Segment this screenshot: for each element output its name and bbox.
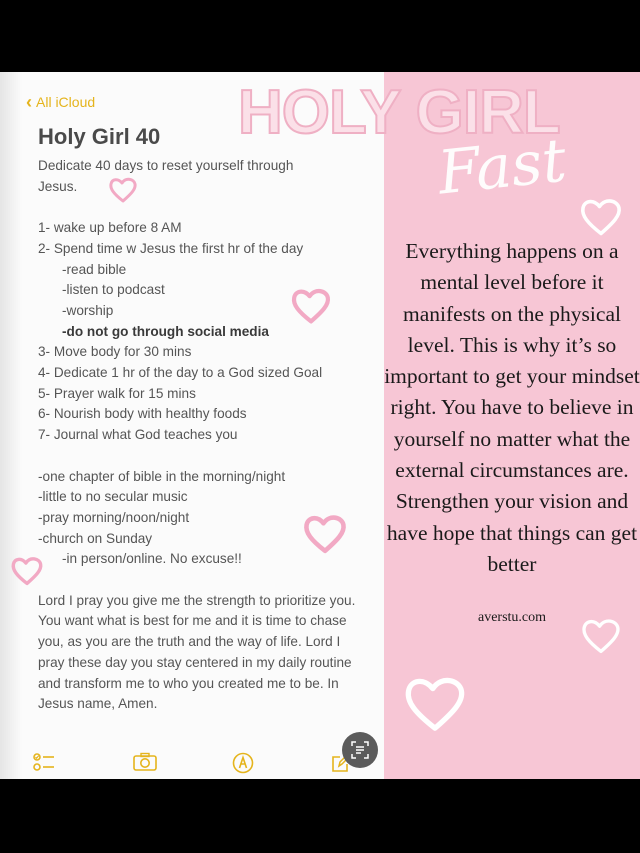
heart-icon xyxy=(402,672,468,736)
step-line: 3- Move body for 30 mins xyxy=(38,344,192,360)
step-line: 2- Spend time w Jesus the first hr of the day xyxy=(38,240,304,256)
heart-icon xyxy=(108,176,138,204)
prayer-paragraph: Lord I pray you give me the strength to prioritize you. You want what is best for me and it is time to chase you, as you are the truth and the way of life. Lord I pray these day you stay centered in my daily routine and transform me to who you created me to be. In Jesus name, Amen. xyxy=(38,592,356,712)
quote-text: Everything happens on a mental level before it manifests on the physical level. This is why it’s so important to get your mindset right. You have to believe in yourself no matter what the external circumstances are. Strengthen your vision and have hope that things can get better xyxy=(384,239,640,576)
note-body[interactable] xyxy=(38,156,358,715)
camera-icon[interactable] xyxy=(132,752,158,772)
extra-subline: -in person/online. No excuse!! xyxy=(62,551,242,567)
step-subline-bold: -do not go through social media xyxy=(62,323,269,339)
step-subline: -listen to podcast xyxy=(62,282,165,298)
extra-line: -little to no secular music xyxy=(38,489,188,505)
panel-edge-shadow xyxy=(0,72,22,779)
extra-line: -church on Sunday xyxy=(38,530,153,546)
screenshot-frame xyxy=(0,72,640,779)
step-line: 4- Dedicate 1 hr of the day to a God sized Goal xyxy=(38,365,323,381)
extra-line: -one chapter of bible in the morning/night xyxy=(38,468,286,484)
headline-holy-girl: HOLY GIRL xyxy=(238,78,560,147)
step-line: 7- Journal what God teaches you xyxy=(38,427,238,443)
text-scan-button[interactable] xyxy=(342,732,378,768)
notes-toolbar xyxy=(0,744,384,776)
step-line: 1- wake up before 8 AM xyxy=(38,220,182,236)
heart-icon xyxy=(290,284,332,328)
notes-app-panel xyxy=(0,72,384,779)
markup-icon[interactable] xyxy=(232,752,254,774)
step-line: 6- Nourish body with healthy foods xyxy=(38,406,247,422)
step-line: 5- Prayer walk for 15 mins xyxy=(38,385,196,401)
step-subline: -worship xyxy=(62,302,114,318)
headline-fast: Fast xyxy=(434,125,570,209)
checklist-icon[interactable] xyxy=(32,752,56,772)
heart-icon xyxy=(578,196,624,238)
back-button[interactable] xyxy=(26,94,95,110)
note-title: Holy Girl 40 xyxy=(38,124,161,149)
back-label: All iCloud xyxy=(36,94,96,110)
quote-credit: averstu.com xyxy=(477,610,547,625)
step-subline: -read bible xyxy=(62,261,127,277)
heart-icon xyxy=(580,616,622,656)
intro-line: Dedicate 40 days to reset yourself through xyxy=(38,158,294,173)
live-text-icon xyxy=(350,740,370,760)
heart-icon xyxy=(302,512,348,556)
chevron-left-icon: ‹ xyxy=(26,92,32,112)
heart-icon xyxy=(10,554,44,588)
extra-line: -pray morning/noon/night xyxy=(38,509,190,525)
intro-line: Jesus. xyxy=(38,178,78,194)
